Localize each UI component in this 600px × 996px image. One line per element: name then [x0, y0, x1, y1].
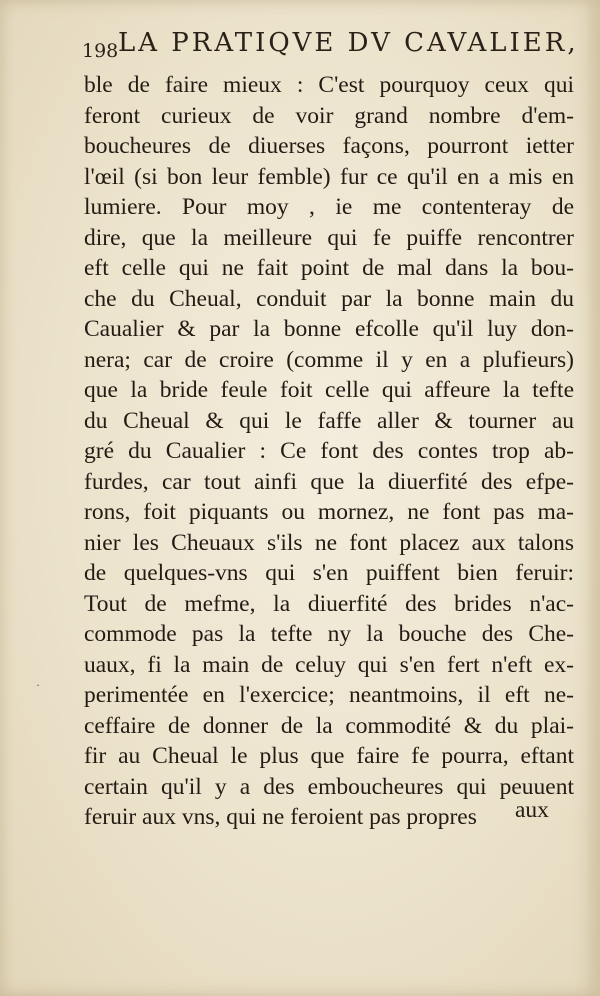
text-line: Tout de mefme, la diuerfité des brides n'ac-	[84, 590, 574, 617]
text-line: fir au Cheual le plus que faire fe pourra, eftant	[84, 743, 574, 769]
text-line: dire, que la meilleure qui fe puiffe rencontrer	[84, 224, 574, 251]
text-line: che du Cheual, conduit par la bonne main du	[84, 285, 574, 312]
text-line: ble de faire mieux : C'est pourquoy ceux qui	[84, 72, 574, 98]
text-line: nera; car de croire (comme il y en a plufieurs)	[84, 346, 574, 373]
text-line: furdes, car tout ainfi que la diuerfité des efpe-	[84, 468, 574, 495]
text-line: boucheures de diuerses façons, pourront ietter	[84, 133, 574, 159]
text-line: perimentée en l'exercice; neantmoins, il eft ne-	[84, 682, 574, 708]
text-line: feront curieux de voir grand nombre d'em-	[84, 102, 574, 129]
text-line: rons, foit piquants ou mornez, ne font pas ma-	[84, 499, 574, 525]
stray-ink-mark: ·	[36, 678, 40, 692]
text-line: ceffaire de donner de la commodité & du plai-	[84, 712, 574, 739]
running-head: LA PRATIQVE DV CAVALIER,	[118, 28, 579, 58]
text-line: feruir aux vns, qui ne feroient pas propres	[84, 804, 477, 830]
body-text	[84, 70, 574, 833]
text-line: du Cheual & qui le faffe aller & tourner au	[84, 407, 574, 434]
page-number: 198	[82, 40, 119, 62]
text-line: uaux, fi la main de celuy qui s'en fert n'eft ex-	[84, 651, 574, 678]
text-line: commode pas la tefte ny la bouche des Che-	[84, 621, 574, 647]
text-line: que la bride feule foit celle qui affeure la tefte	[84, 377, 574, 403]
page-header	[82, 20, 579, 70]
text-line: l'œil (si bon leur femble) fur ce qu'il en a mis en	[84, 163, 574, 190]
text-line: de quelques-vns qui s'en puiffent bien feruir:	[84, 560, 574, 586]
text-line: nier les Cheuaux s'ils ne font placez aux talons	[84, 529, 574, 556]
catchword: aux	[515, 797, 549, 823]
text-line: eft celle qui ne fait point de mal dans la bou-	[84, 255, 574, 281]
text-line: certain qu'il y a des emboucheures qui peuuent	[84, 773, 574, 800]
text-line: Caualier & par la bonne efcolle qu'il luy don-	[84, 316, 574, 342]
text-line: gré du Caualier : Ce font des contes trop ab-	[84, 438, 574, 464]
text-line: lumiere. Pour moy , ie me contenteray de	[84, 194, 574, 220]
